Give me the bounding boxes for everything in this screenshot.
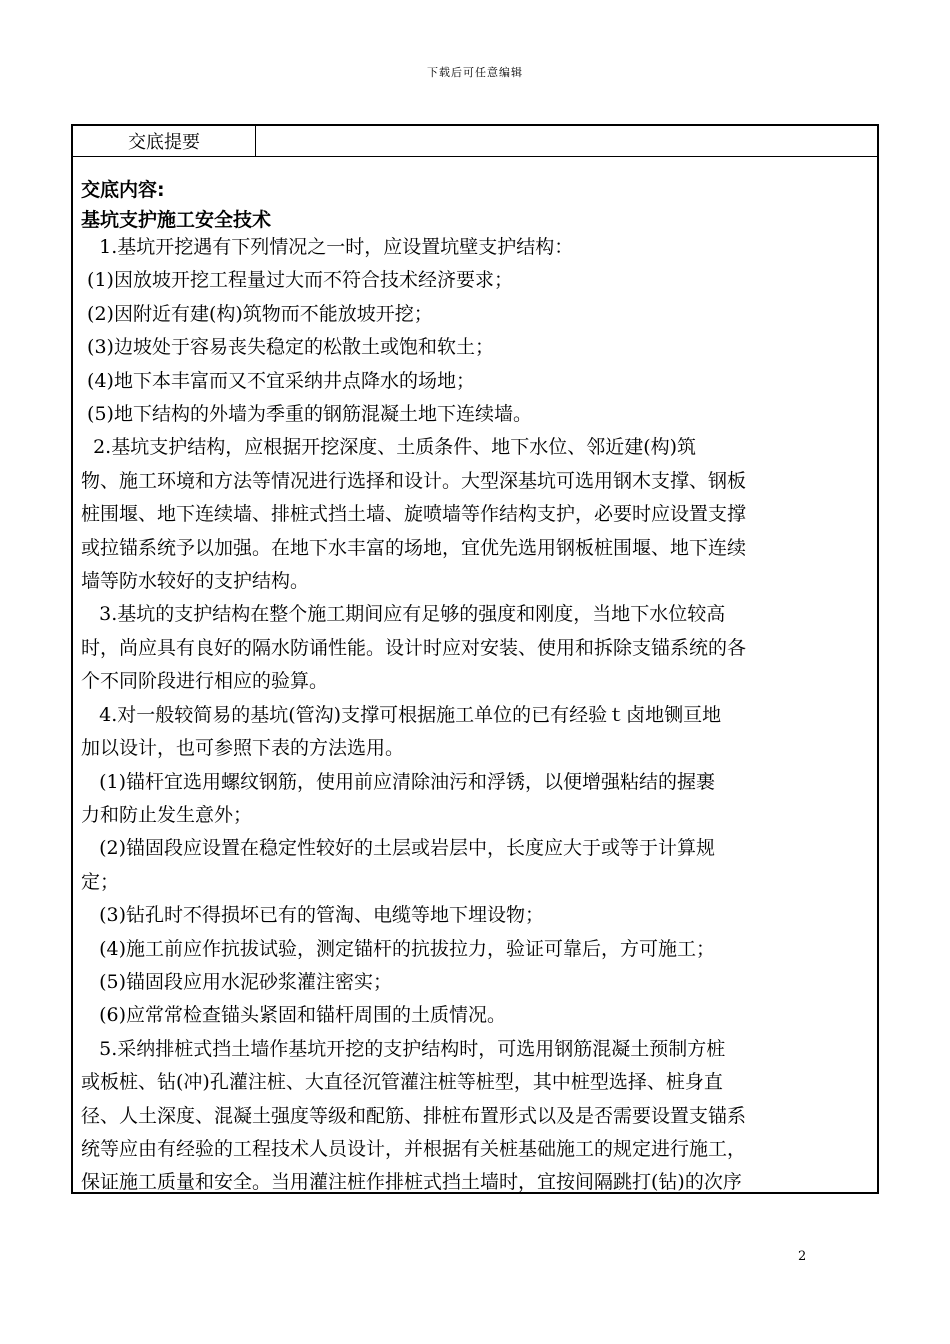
text-line: 时，尚应具有良好的隔水防诵性能。设计时应对安装、使用和拆除支锚系统的各 [81,636,747,659]
text-line: 2.基坑支护结构，应根据开挖深度、土质条件、地下水位、邻近建(构)筑 [81,436,697,459]
text-line: 桩围堰、地下连续墙、排桩式挡土墙、旋喷墙等作结构支护，必要时应设置支撑 [81,503,747,526]
text-line: 或拉锚系统予以加强。在地下水丰富的场地，宜优先选用钢板桩围堰、地下连续 [81,536,747,559]
text-line: (5)地下结构的外墙为季重的钢筋混凝土地下连续墙。 [81,403,532,426]
section-title: 基坑支护施工安全技术 [81,209,272,231]
text-line: (1)因放坡开挖工程量过大而不符合技术经济要求； [81,269,513,292]
content-heading: 交底内容: [81,179,165,201]
summary-row [73,126,877,157]
page-number: 2 [798,1249,807,1264]
text-line: 5.采纳排桩式挡土墙作基坑开挖的支护结构时，可选用钢筋混凝土预制方桩 [81,1037,726,1060]
text-line: (6)应常常检查锚头紧固和锚杆周围的土质情况。 [81,1004,507,1027]
text-line: (5)锚固段应用水泥砂浆灌注密实； [81,970,393,993]
text-line: 统等应由有经验的工程技术人员设计，并根据有关桩基础施工的规定进行施工， [81,1137,747,1160]
text-line: (1)锚杆宜选用螺纹钢筋，使用前应清除油污和浮锈，以便增强粘结的握裹 [81,770,716,793]
text-line: 4.对一般较简易的基坑(管沟)支撑可根据施工单位的已有经验ｔ卤地铡亘地 [81,703,722,726]
text-line: 加以设计，也可参照下表的方法选用。 [81,737,405,760]
text-line: (4)施工前应作抗拔试验，测定锚杆的抗拔拉力，验证可靠后，方可施工； [81,937,716,960]
disclosure-content [73,173,877,1194]
text-line: 3.基坑的支护结构在整个施工期间应有足够的强度和刚度，当地下水位较高 [81,603,726,626]
text-line: 保证施工质量和安全。当用灌注桩作排桩式挡土墙时，宜按间隔跳打(钻)的次序 [81,1171,742,1194]
text-line: (3)边坡处于容易丧失稳定的松散土或饱和软土； [81,336,494,359]
summary-label: 交底提要 [73,126,256,156]
text-line: (4)地下本丰富而又不宜采纳井点降水的场地； [81,369,475,392]
text-line: 径、人土深度、混凝土强度等级和配筋、排桩布置形式以及是否需要设置支锚系 [81,1104,747,1127]
text-line: 墙等防水较好的支护结构。 [81,570,310,593]
text-line: (2)锚固段应设置在稳定性较好的土层或岩层中，长度应大于或等于计算规 [81,837,716,860]
disclosure-table [71,124,879,1194]
text-line: (2)因附近有建(构)筑物而不能放坡开挖； [81,302,433,325]
text-line: 个不同阶段进行相应的验算。 [81,670,329,693]
page-header-note: 下载后可任意编辑 [427,66,523,79]
content-body [81,231,877,1194]
text-line: 或板桩、钻(冲)孔灌注桩、大直径沉管灌注桩等桩型，其中桩型选择、桩身直 [81,1071,723,1094]
text-line: 定； [81,870,120,893]
text-line: 1.基坑开挖遇有下列情况之一时，应设置坑壁支护结构： [81,236,574,258]
text-line: (3)钻孔时不得损坏已有的管淘、电缆等地下埋设物； [81,904,545,927]
summary-value [256,126,877,156]
text-line: 物、施工环境和方法等情况进行选择和设计。大型深基坑可选用钢木支撑、钢板 [81,469,747,492]
text-line: 力和防止发生意外； [81,803,253,826]
